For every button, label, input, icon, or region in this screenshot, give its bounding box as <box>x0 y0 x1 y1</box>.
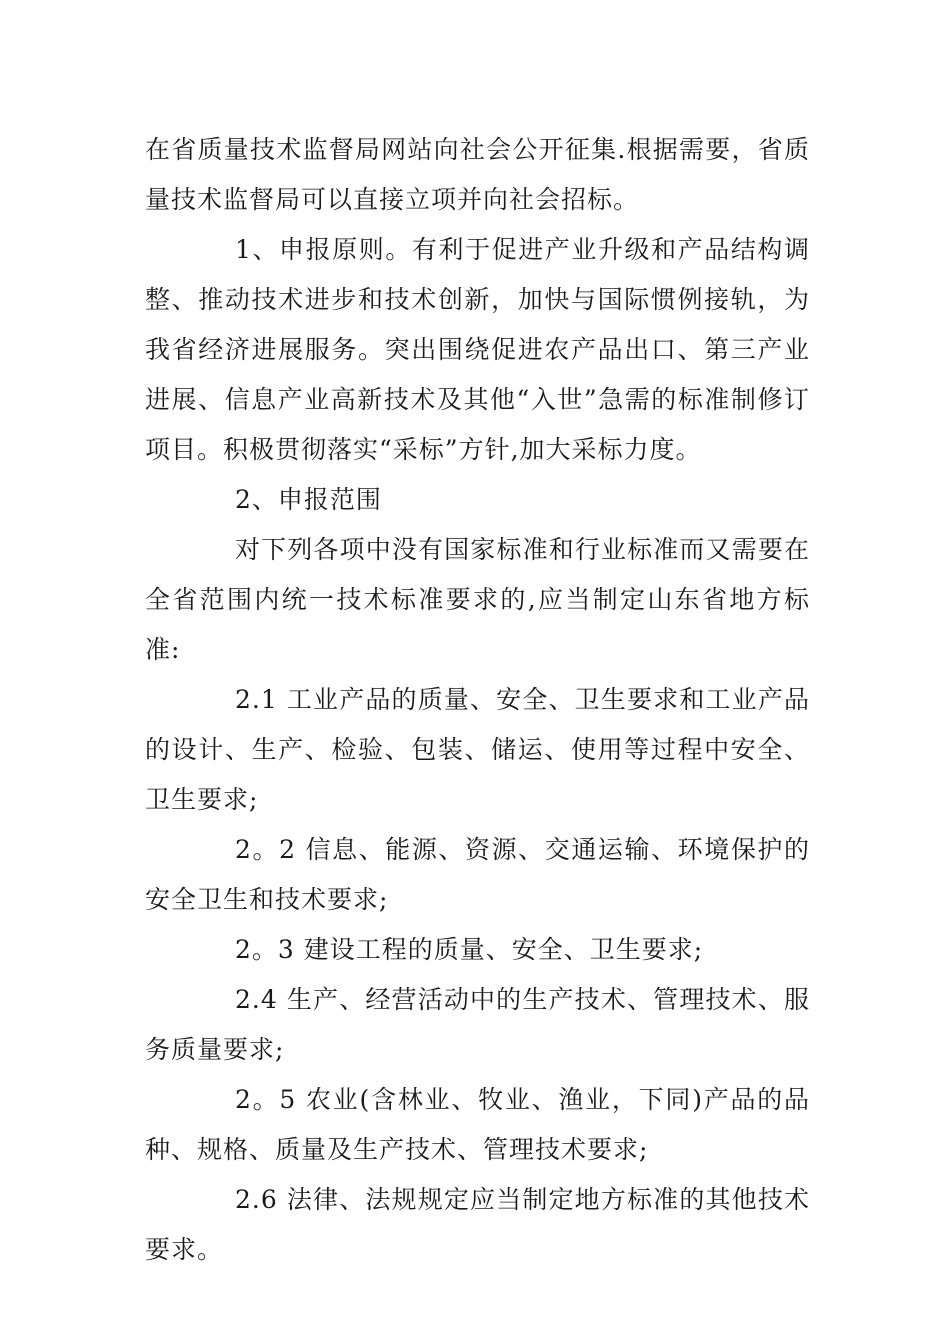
paragraph-scope-intro: 对下列各项中没有国家标准和行业标准而又需要在全省范围内统一技术标准要求的,应当制定山东省地方标准: <box>145 535 810 664</box>
paragraph-continuation: 在省质量技术监督局网站向社会公开征集.根据需要，省质量技术监督局可以直接立项并向社会招标。 <box>145 135 810 214</box>
paragraph-item-2-4: 2.4 生产、经营活动中的生产技术、管理技术、服务质量要求; <box>145 985 810 1064</box>
document-body <box>145 125 810 1275</box>
paragraph-item-2-2: 2。2 信息、能源、资源、交通运输、环境保护的安全卫生和技术要求; <box>145 835 810 914</box>
paragraph-principle: 1、申报原则。有利于促进产业升级和产品结构调整、推动技术进步和技术创新，加快与国际惯例接轨，为我省经济进展服务。突出围绕促进农产品出口、第三产业进展、信息产业高新技术及其他“入世”急需的标准制修订项目。积极贯彻落实“采标”方针,加大采标力度。 <box>145 235 810 464</box>
paragraph-item-2-1: 2.1 工业产品的质量、安全、卫生要求和工业产品的设计、生产、检验、包装、储运、使用等过程中安全、卫生要求; <box>145 685 810 814</box>
paragraph-scope-heading: 2、申报范围 <box>235 485 382 514</box>
paragraph-item-2-5: 2。5 农业(含林业、牧业、渔业，下同)产品的品种、规格、质量及生产技术、管理技术要求; <box>145 1085 810 1164</box>
paragraph-item-2-6: 2.6 法律、法规规定应当制定地方标准的其他技术要求。 <box>145 1185 810 1264</box>
paragraph-item-2-3: 2。3 建设工程的质量、安全、卫生要求; <box>235 935 704 964</box>
